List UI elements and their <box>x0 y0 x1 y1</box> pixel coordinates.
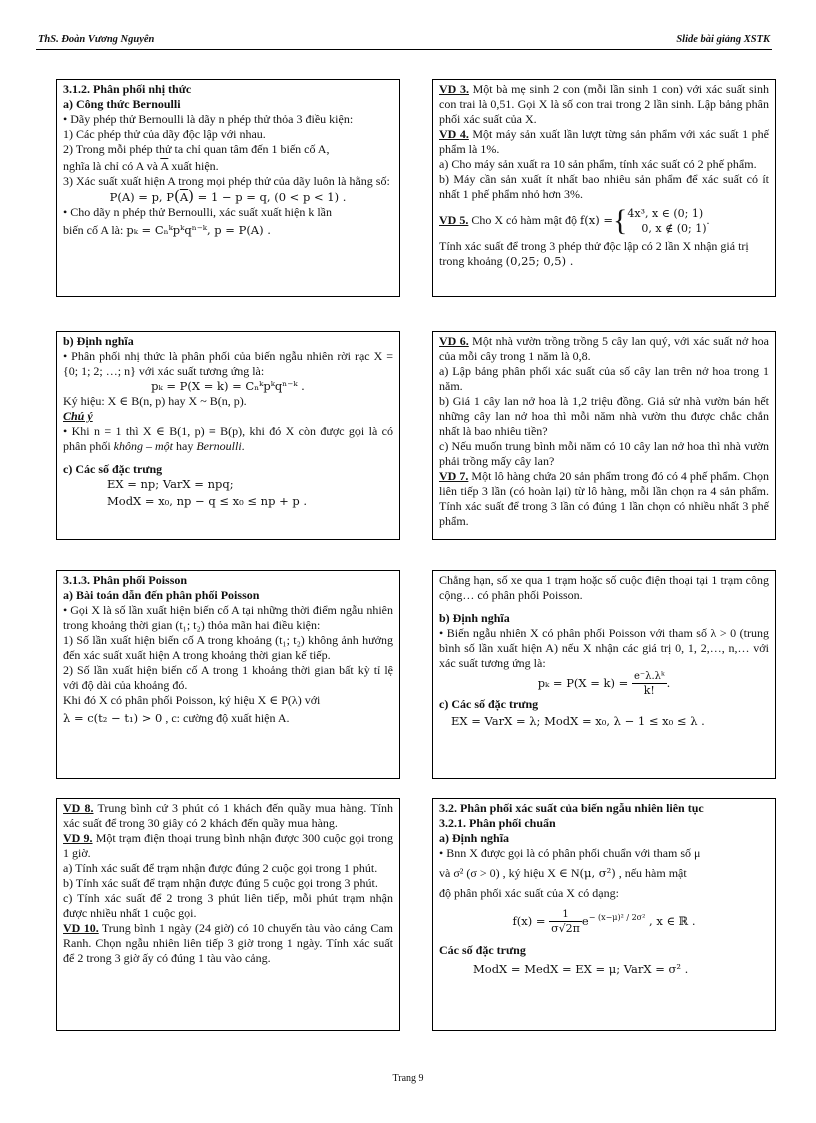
example-label: VD 3. <box>439 82 469 96</box>
slide-subtitle: b) Định nghĩa <box>63 334 134 348</box>
example <box>63 801 393 831</box>
text-line <box>439 866 769 881</box>
example <box>439 469 769 529</box>
example-label: VD 6. <box>439 334 469 348</box>
formula: EX = VarX = λ; ModX = x₀, λ − 1 ≤ x₀ ≤ λ . <box>451 714 705 728</box>
text-line <box>439 239 769 269</box>
text-line: độ phân phối xác suất của X có dạng: <box>439 886 619 900</box>
denominator: σ√2π <box>551 922 580 935</box>
header-rule <box>36 49 772 50</box>
text-line: • Cho dãy n phép thử Bernoulli, xác suất xuất hiện k lần <box>63 205 332 219</box>
text-span: xuất hiện. <box>171 159 219 173</box>
example-text: Trung bình cứ 3 phút có 1 khách đến quầy mua hàng. Tính xác suất để trong 30 giây có 2 khách đến quầy mua hàng. <box>63 801 393 830</box>
example <box>439 206 769 236</box>
slide-examples-6-7 <box>432 331 776 540</box>
text-line: Chẳng hạn, số xe qua 1 trạm hoặc số cuộc điện thoại tại 1 trạm công cộng… có phân phối Poisson. <box>439 573 769 602</box>
case: 4x³, x ∈ (0; 1) <box>627 207 704 220</box>
slide-poisson-definition <box>432 570 776 779</box>
slide-binomial-bernoulli <box>56 79 400 297</box>
text-line: b) Tính xác suất để trạm nhận được đúng 5 cuộc gọi trong 3 phút. <box>63 876 378 890</box>
text-line: 2) Trong mỗi phép thử ta chỉ quan tâm đến 1 biến cố A, <box>63 142 330 156</box>
text-line: Khi đó X có phân phối Poisson, ký hiệu X ∈ P(λ) với <box>63 693 321 707</box>
formula: pₖ = Cₙᵏpᵏqⁿ⁻ᵏ, p = P(A) . <box>126 223 271 237</box>
text-line <box>63 711 393 726</box>
text-span: hay <box>173 439 197 453</box>
example-text: Một nhà vườn trồng trồng 5 cây lan quý, với xác suất nở hoa của mỗi cây trong 1 năm là 0,8. <box>439 334 769 363</box>
fraction <box>549 909 582 935</box>
formula-part: . <box>666 676 671 690</box>
denominator: k! <box>643 684 655 697</box>
text-line: c) Nếu muốn trung bình mỗi năm có 10 cây lan nở hoa thì nhà vườn phải trồng mấy cây lan? <box>439 439 769 468</box>
slide-subtitle: a) Công thức Bernoulli <box>63 97 181 111</box>
example-label: VD 10. <box>63 921 99 935</box>
formula <box>63 189 393 205</box>
overline-a: $\overline{A}$ <box>179 190 189 204</box>
example-label: VD 7. <box>439 469 469 483</box>
slide-normal-distribution <box>432 798 776 1031</box>
formula-part: ( <box>173 187 180 205</box>
formula-part: e <box>581 914 589 928</box>
slide-poisson-problem <box>56 570 400 779</box>
formula: ModX = MedX = EX = μ; VarX = σ² . <box>473 962 689 976</box>
formula: EX = np; VarX = npq; <box>107 477 234 491</box>
text-span: nghĩa là chỉ có A và <box>63 159 158 173</box>
text-line: 2) Số lần xuất hiện biến cố A trong 1 khoảng thời gian bất kỳ tỉ lệ với độ dài của khoảng đó. <box>63 663 393 692</box>
overline-a: $\overline{A}$ <box>160 159 169 173</box>
formula-part: f(x) = <box>512 914 546 928</box>
text-line: c) Tính xác suất để 2 trong 3 phút liên tiếp, mỗi phút trạm nhận được nhiều nhất 1 cuộc gọi. <box>63 891 393 920</box>
example-text: Một bà mẹ sinh 2 con (mỗi lần sinh 1 con) với xác suất sinh con trai là 0,51. Gọi X là số con trai trong 2 lần sinh. Lập bảng phân phối xác suất của X. <box>439 82 769 126</box>
spacer <box>63 454 393 462</box>
slide-title: 3.1.3. Phân phối Poisson <box>63 573 188 587</box>
exponent: − (x−μ)² / 2σ² <box>588 913 646 923</box>
piecewise <box>627 206 706 236</box>
example-label: VD 9. <box>63 831 93 845</box>
text-span: • Khi n = 1 thì X ∈ B(1, p) ≡ B(p), khi đó X còn được gọi là có phân phối <box>63 424 393 453</box>
slide-subtitle: c) Các số đặc trưng <box>63 462 163 476</box>
text-line: 1) Số lần xuất hiện biến cố A trong khoảng (t₁; t₂) không ảnh hưởng đến xác suất xuất hiện A trong khoảng thời gian kế tiếp. <box>63 633 393 662</box>
spacer <box>439 935 769 943</box>
example <box>63 831 393 861</box>
text-line: • Bnn X được gọi là có phân phối chuẩn với tham số μ <box>439 846 701 860</box>
formula: pₖ = P(X = k) = Cₙᵏpᵏqⁿ⁻ᵏ . <box>151 379 305 393</box>
text-line: a) Lập bảng phân phối xác suất của số cây lan trên nở hoa trong 1 năm. <box>439 364 769 393</box>
text-line <box>63 223 393 238</box>
text-line: b) Máy cần sản xuất ít nhất bao nhiêu sản phẩm để xác suất có ít nhất 1 phế phẩm nhỏ hơn 3%. <box>439 172 769 201</box>
example <box>439 334 769 364</box>
spacer <box>439 603 769 611</box>
text-span: Tính xác suất để trong 3 phép thử độc lập có 2 lần X nhận giá trị trong khoảng <box>439 239 749 268</box>
slide-title: 3.2. Phân phối xác suất của biến ngẫu nhiên liên tục <box>439 801 704 815</box>
text-span: và σ² (σ > 0) , ký hiệu X ∈ N <box>439 866 580 880</box>
formula <box>439 671 769 697</box>
text-line <box>63 424 393 454</box>
example-text: Một lô hàng chứa 20 sản phẩm trong đó có 4 phế phẩm. Chọn liên tiếp 3 lần (có hoàn lại) từ lô hàng, mỗi lần chọn ra 4 sản phẩm. Tính xác suất để trong 3 lần có đúng 1 lần chọn có nhiều nhất 3 phế phẩm. <box>439 469 769 528</box>
numerator: 1 <box>549 909 582 922</box>
slide-title: 3.1.2. Phân phối nhị thức <box>63 82 192 96</box>
text-span: Bernoulli <box>196 439 242 453</box>
text-span: , nếu hàm mật <box>615 866 687 880</box>
text-span: không – một <box>113 439 173 453</box>
example <box>439 127 769 157</box>
text-line: • Biến ngẫu nhiên X có phân phối Poisson với tham số λ > 0 (trung bình số lần xuất hiện A) nếu X nhận các giá trị 0, 1, 2,…, n,… với xác suất tương ứng là: <box>439 626 769 670</box>
slide-subtitle: a) Định nghĩa <box>439 831 510 845</box>
slide-binomial-definition <box>56 331 400 540</box>
formula-part: = 1 − p = q, (0 < p < 1) . <box>197 190 347 204</box>
text-span: biến cố A là: <box>63 223 124 237</box>
text-line: • Dãy phép thử Bernoulli là dãy n phép thử thỏa 3 điều kiện: <box>63 112 354 126</box>
slide-examples-3-5 <box>432 79 776 297</box>
text-line: • Phân phối nhị thức là phân phối của biến ngẫu nhiên rời rạc X = {0; 1; 2; …; n} với xác suất tương ứng là: <box>63 349 393 378</box>
example-text: Một máy sản xuất lần lượt từng sản phẩm với xác suất 1 phế phẩm là 1%. <box>439 127 769 156</box>
example-text: Một trạm điện thoại trung bình nhận được 300 cuộc gọi trong 1 giờ. <box>63 831 393 860</box>
formula-part: (μ, σ²) <box>579 866 616 880</box>
example-text: Trung bình 1 ngày (24 giờ) có 10 chuyến tàu vào cảng Cam Ranh. Chọn ngẫu nhiên liên tiếp 3 giờ trong 1 ngày. Tính xác suất để 2 trong 3 giờ ấy có đúng 1 tàu vào cảng. <box>63 921 393 965</box>
text-line: b) Giá 1 cây lan nở hoa là 1,2 triệu đồng. Giả sử nhà vườn bán hết những cây lan nở hoa thì mỗi năm nhà vườn thu được chắc chắn nhất là bao nhiêu tiền? <box>439 394 769 438</box>
slide-examples-8-10 <box>56 798 400 1031</box>
formula-part: f(x) = <box>580 212 614 227</box>
formula-part: . <box>706 212 710 227</box>
formula-part: pₖ = P(X = k) = <box>537 676 629 690</box>
header-right: Slide bài giảng XSTK <box>676 34 770 45</box>
text-line: a) Tính xác suất để trạm nhận được đúng 2 cuộc gọi trong 1 phút. <box>63 861 378 875</box>
example <box>63 921 393 966</box>
slide-subtitle: Các số đặc trưng <box>439 943 526 957</box>
text-line: 3) Xác suất xuất hiện A trong mọi phép thử của dãy luôn là hằng số: <box>63 174 390 188</box>
formula <box>439 909 769 935</box>
formula-part: ) <box>188 187 195 205</box>
fraction <box>632 671 667 697</box>
formula: ModX = x₀, np − q ≤ x₀ ≤ np + p . <box>107 494 308 508</box>
formula: λ = c(t₂ − t₁) > 0 <box>63 711 163 725</box>
brace-icon: { <box>613 204 628 237</box>
slide-title: 3.2.1. Phân phối chuẩn <box>439 816 556 830</box>
text-line: a) Cho máy sản xuất ra 10 sản phẩm, tính xác suất có 2 phế phẩm. <box>439 157 757 171</box>
example-label: VD 5. <box>439 212 469 227</box>
text-line: Ký hiệu: X ∈ B(n, p) hay X ~ B(n, p). <box>63 394 247 408</box>
formula: (0,25; 0,5) . <box>505 254 574 268</box>
header-left: ThS. Đoàn Vương Nguyên <box>38 34 155 45</box>
text-line: • Gọi X là số lần xuất hiện biến cố A tại những thời điểm ngẫu nhiên trong khoảng thời gian (t₁; t₂) thỏa mãn hai điều kiện: <box>63 603 393 632</box>
numerator: e⁻λ.λᵏ <box>633 671 665 682</box>
slide-subtitle: a) Bài toán dẫn đến phân phối Poisson <box>63 588 260 602</box>
formula-part: P(A) = p, P <box>109 190 174 204</box>
note-label: Chú ý <box>63 409 93 423</box>
text-line: 1) Các phép thử của dãy độc lập với nhau. <box>63 127 266 141</box>
example-label: VD 8. <box>63 801 94 815</box>
example <box>439 82 769 127</box>
slide-subtitle: c) Các số đặc trưng <box>439 697 539 711</box>
page-number: Trang 9 <box>392 1073 424 1084</box>
text-span: , c: cường độ xuất hiện A. <box>162 711 290 725</box>
text-line <box>63 159 393 174</box>
example-label: VD 4. <box>439 127 469 141</box>
formula-part: , x ∈ ℝ . <box>649 914 696 928</box>
case: 0, x ∉ (0; 1) <box>641 222 707 235</box>
example-text: Cho X có hàm mật độ <box>468 212 577 227</box>
slide-subtitle: b) Định nghĩa <box>439 611 510 625</box>
text-span: . <box>241 439 245 453</box>
